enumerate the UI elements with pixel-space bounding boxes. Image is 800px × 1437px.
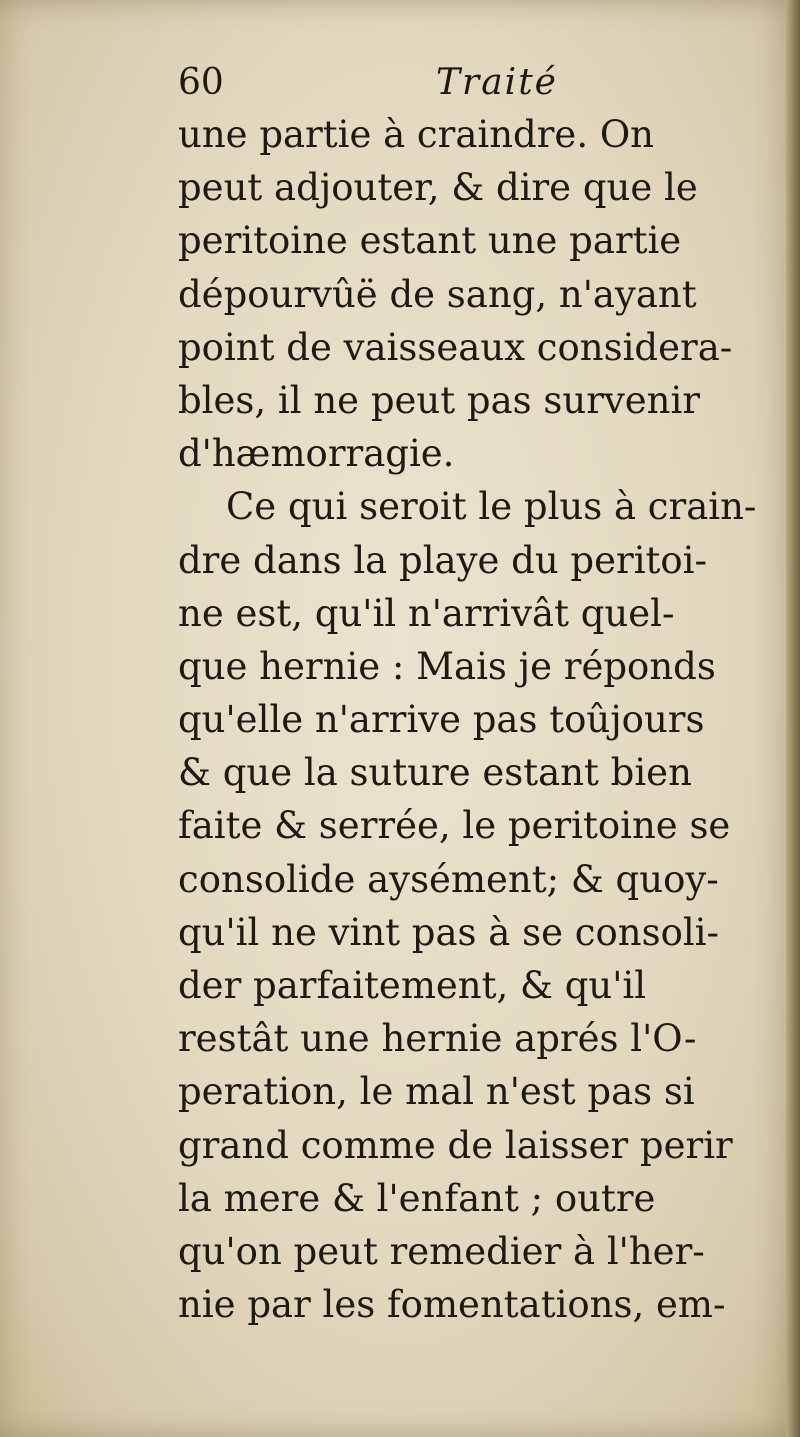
text-line: faite & serrée, le peritoine se — [178, 804, 731, 848]
text-line: peut adjouter, & dire que le — [178, 166, 698, 210]
text-line: qu'on peut remedier à l'her- — [178, 1229, 705, 1273]
text-line: consolide aysément; & quoy- — [178, 857, 719, 901]
text-line: ne est, qu'il n'arrivât quel- — [178, 591, 675, 635]
text-line: une partie à craindre. On — [178, 113, 655, 156]
page-header — [178, 62, 598, 110]
text-line: nie par les fomentations, em- — [178, 1283, 726, 1327]
text-line: grand comme de laisser perir — [178, 1123, 733, 1167]
paragraph-start-line: Ce qui seroit le plus à crain- — [226, 485, 757, 529]
text-line: dépourvûë de sang, n'ayant — [178, 272, 697, 316]
text-line: der parfaitement, & qu'il — [178, 964, 647, 1007]
text-line: peration, le mal n'est pas si — [178, 1070, 695, 1114]
text-line: bles, il ne peut pas survenir — [178, 378, 701, 422]
page-gutter-shadow — [786, 0, 800, 1437]
page-number: 60 — [178, 62, 224, 103]
text-line: restât une hernie aprés l'O- — [178, 1017, 697, 1061]
text-line: qu'il ne vint pas à se consoli- — [178, 910, 720, 954]
text-line: & que la suture estant bien — [178, 751, 692, 795]
text-line: dre dans la playe du peritoi- — [178, 538, 708, 582]
text-line: peritoine estant une partie — [178, 219, 682, 263]
text-line: la mere & l'enfant ; outre — [178, 1176, 656, 1220]
body-text — [178, 108, 778, 1331]
text-line: que hernie : Mais je réponds — [178, 644, 716, 688]
running-title: Traité — [436, 62, 558, 103]
text-line: point de vaisseaux considera- — [178, 325, 733, 369]
text-line: d'hæmorragie. — [178, 432, 455, 476]
text-line: qu'elle n'arrive pas toûjours — [178, 698, 705, 742]
